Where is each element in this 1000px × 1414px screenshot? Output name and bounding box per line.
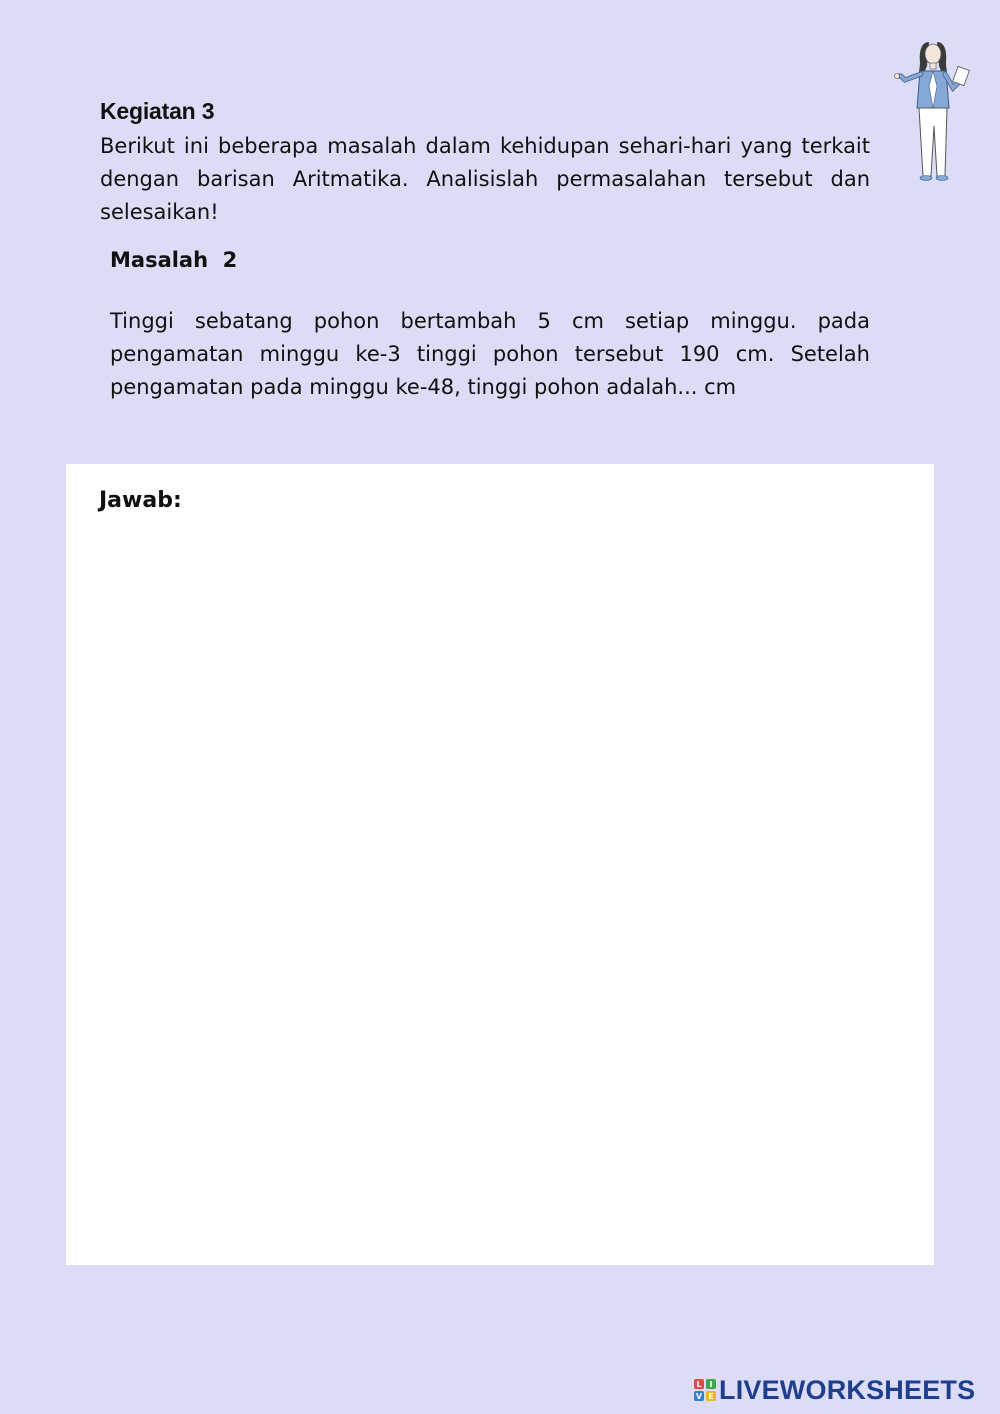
liveworksheets-logo-icon [693,1378,717,1402]
svg-text:E: E [708,1392,714,1402]
answer-label: Jawab: [99,488,182,513]
activity-title: Kegiatan 3 [100,98,215,124]
svg-text:V: V [695,1392,703,1402]
problem-heading: Masalah 2 [110,248,238,272]
liveworksheets-brand [693,1372,975,1408]
answer-input[interactable] [99,534,903,1238]
brand-text: LIVEWORKSHEETS [719,1374,976,1405]
problem-text: Tinggi sebatang pohon bertambah 5 cm setiap minggu. pada pengamatan minggu ke-3 tinggi pohon tersebut 190 cm. Setelah pengamatan pada minggu ke-48, tinggi pohon adalah... cm [110,309,870,399]
svg-text:I: I [709,1380,713,1390]
activity-intro: Berikut ini beberapa masalah dalam kehidupan sehari-hari yang terkait dengan barisan Aritmatika. Analisislah permasalahan tersebut dan selesaikan! [100,134,870,224]
teacher-illustration-icon [893,36,973,186]
answer-box[interactable] [66,464,934,1265]
svg-text:L: L [696,1380,702,1390]
